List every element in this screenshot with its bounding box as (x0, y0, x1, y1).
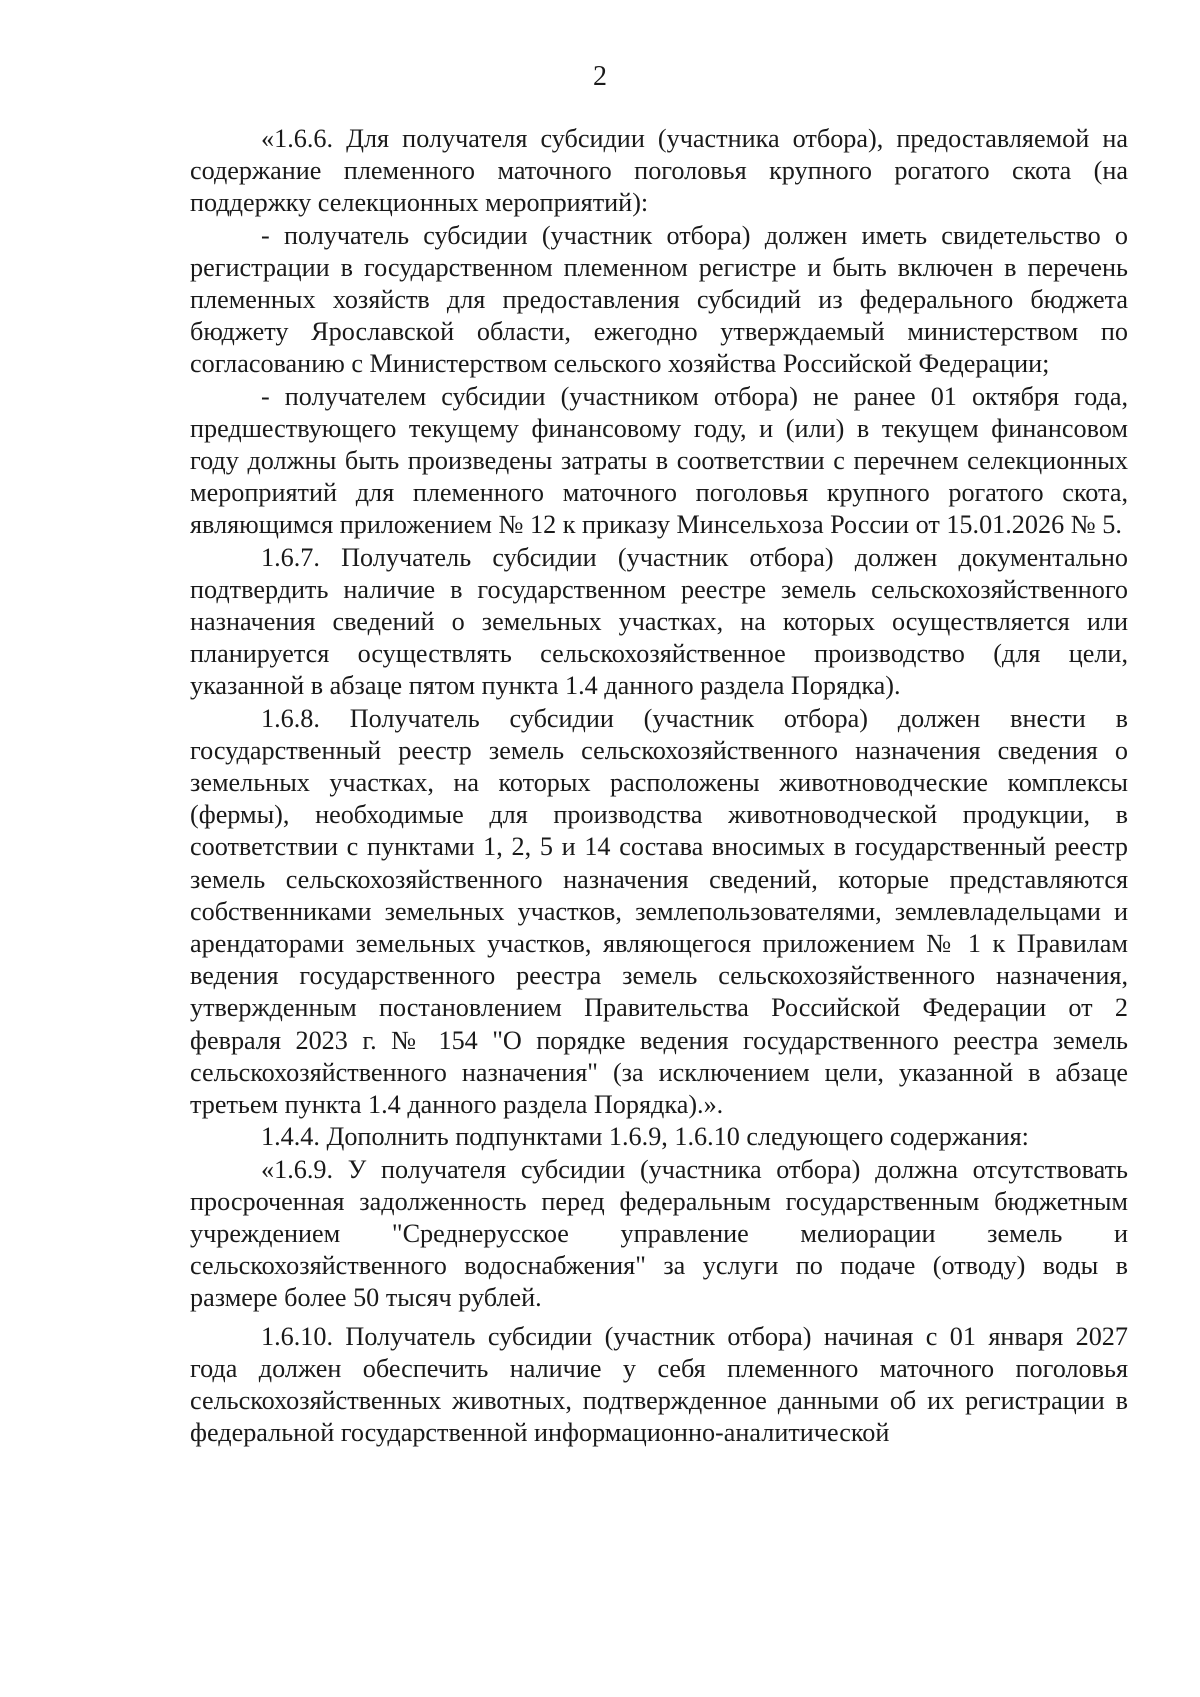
paragraph-1-6-10: 1.6.10. Получатель субсидии (участник отбора) начиная с 01 января 2027 года должен обеспечить наличие у себя племенного маточного поголовья сельскохозяйственных животных, подтвержденное данными об их регистрации в федеральной государственной информационно-аналитической (190, 1321, 1128, 1448)
paragraph-1-6-6-item-2: - получателем субсидии (участником отбора) не ранее 01 октября года, предшествующего текущему финансовому году, и (или) в текущем финансовом году должны быть произведены затраты в соответствии с перечнем селекционных мероприятий для племенного маточного поголовья крупного рогатого скота, являющимся приложением № 12 к приказу Минсельхоза России от 15.01.2026 № 5. (190, 381, 1128, 540)
paragraph-1-6-9: «1.6.9. У получателя субсидии (участника отбора) должна отсутствовать просроченная задолженность перед федеральным государственным бюджетным учреждением "Среднерусское управление мелиорации земель и сельскохозяйственного водоснабжения" за услуги по подаче (отводу) воды в размере более 50 тысяч рублей. (190, 1154, 1128, 1313)
document-body (190, 123, 1128, 1449)
paragraph-1-6-6-item-1: - получатель субсидии (участник отбора) должен иметь свидетельство о регистрации в государственном племенном регистре и быть включен в перечень племенных хозяйств для предоставления субсидий из федерального бюджета бюджету Ярославской области, ежегодно утверждаемый министерством по согласованию с Министерством сельского хозяйства Российской Федерации; (190, 220, 1128, 379)
paragraph-1-6-8: 1.6.8. Получатель субсидии (участник отбора) должен внести в государственный реестр земель сельскохозяйственного назначения сведения о земельных участках, на которых расположены животноводческие комплексы (фермы), необходимые для производства животноводческой продукции, в соответствии с пунктами 1, 2, 5 и 14 состава вносимых в государственный реестр земель сельскохозяйственного назначения сведений, которые представляются собственниками земельных участков, землепользователями, землевладельцами и арендаторами земельных участков, являющегося приложением № 1 к Правилам ведения государственного реестра земель сельскохозяйственного назначения, утвержденным постановлением Правительства Российской Федерации от 2 февраля 2023 г. № 154 "О порядке ведения государственного реестра земель сельскохозяйственного назначения" (за исключением цели, указанной в абзаце третьем пункта 1.4 данного раздела Порядка).». (190, 703, 1128, 1120)
paragraph-1-4-4: 1.4.4. Дополнить подпунктами 1.6.9, 1.6.10 следующего содержания: (261, 1122, 1029, 1152)
paragraph-1-6-6-intro: «1.6.6. Для получателя субсидии (участника отбора), предоставляемой на содержание племенного маточного поголовья крупного рогатого скота (на поддержку селекционных мероприятий): (190, 124, 1128, 218)
page-number: 2 (593, 61, 607, 92)
paragraph-1-6-7: 1.6.7. Получатель субсидии (участник отбора) должен документально подтвердить наличие в государственном реестре земель сельскохозяйственного назначения сведений о земельных участках, на которых осуществляется или планируется осуществлять сельскохозяйственное производство (для цели, указанной в абзаце пятом пункта 1.4 данного раздела Порядка). (190, 542, 1128, 701)
